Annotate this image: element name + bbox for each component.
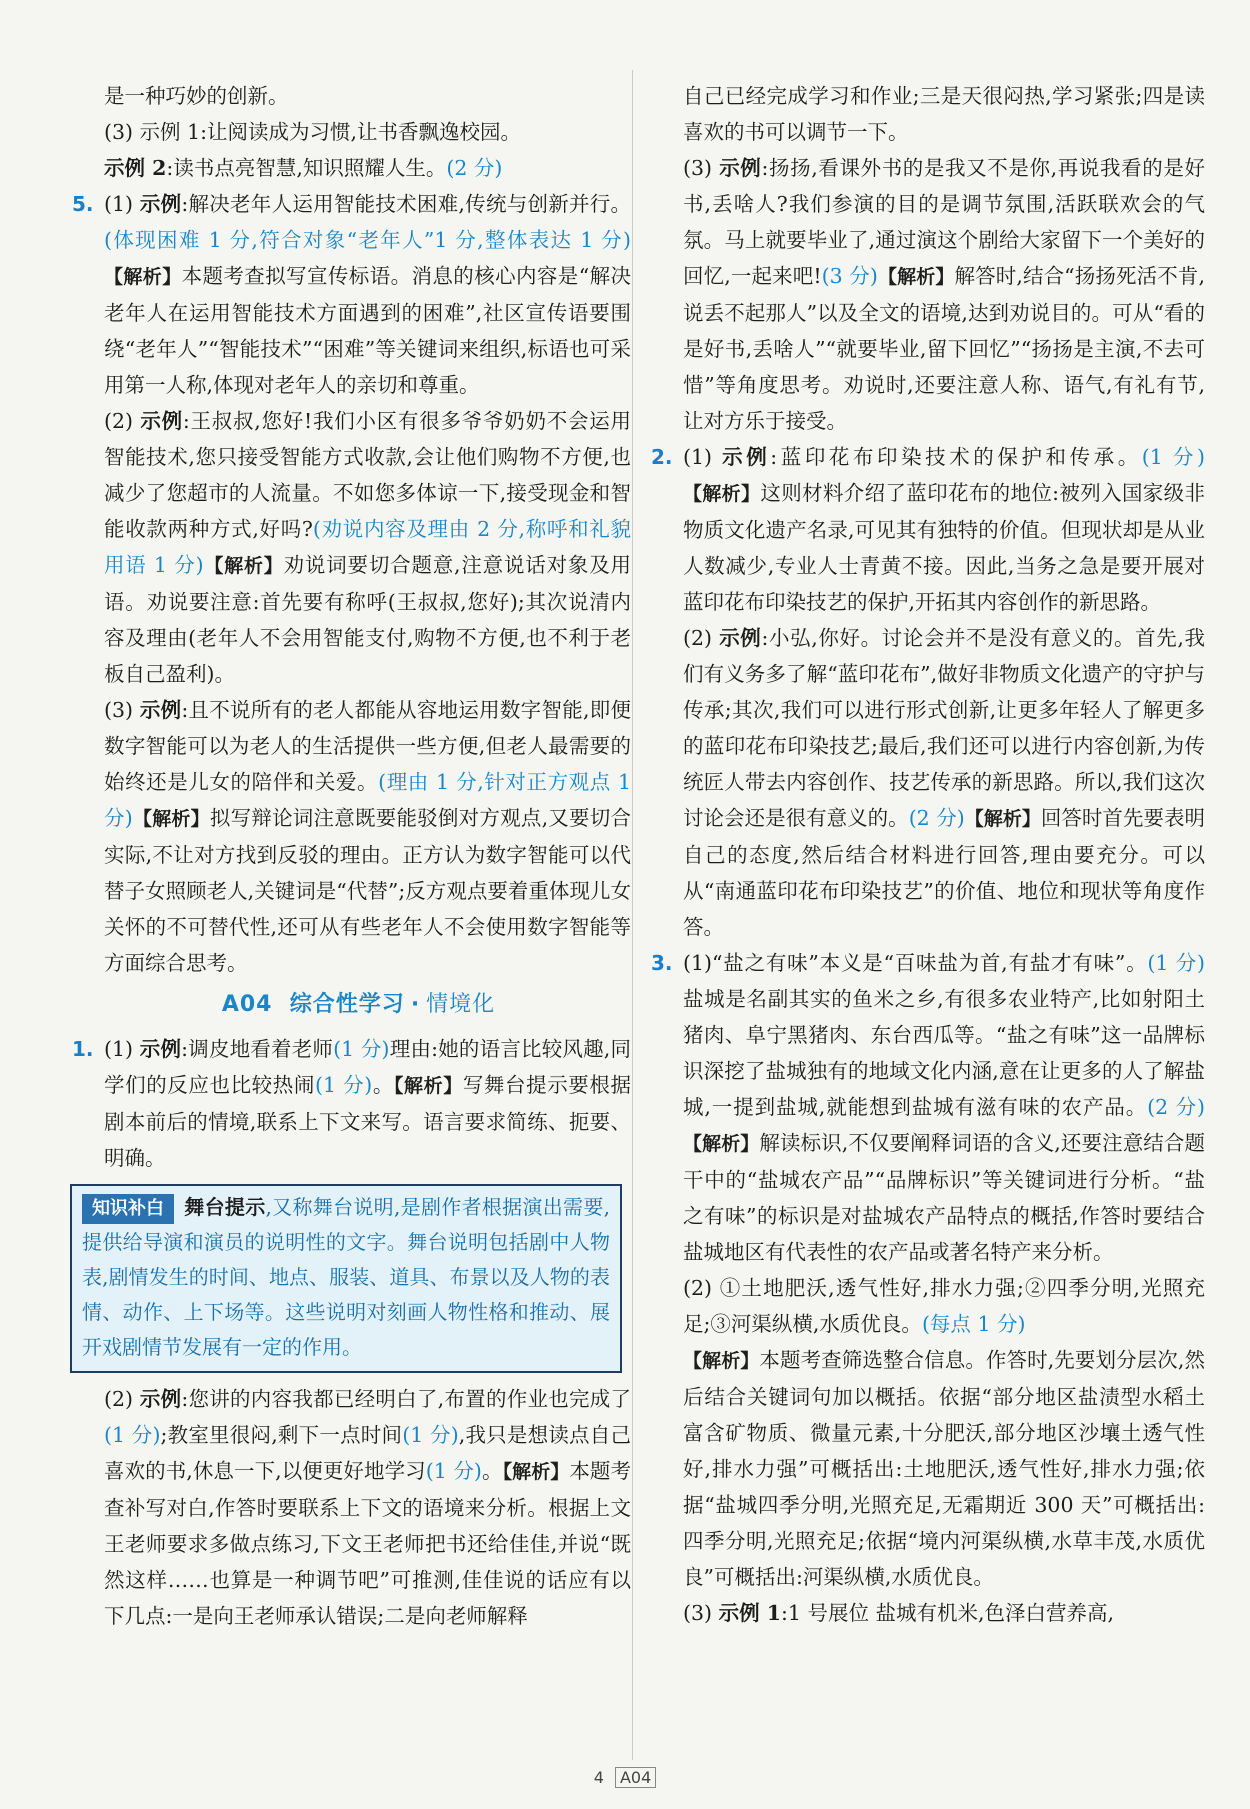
part-prefix: (3) xyxy=(104,698,134,722)
analysis-tag: 【解析】 xyxy=(104,266,182,288)
analysis-tag: 【解析】 xyxy=(393,1075,463,1097)
knowledge-box-text: ,又称舞台说明,是剧作者根据演出需要,提供给导演和演员的说明性的文字。舞台说明包括剧中人物表,剧情发生的时间、地点、服装、道具、布景以及人物的表情、动作、上下场等。这些说明对刻画人物性格和推动、展开戏剧情节发展有一定的作用。 xyxy=(82,1195,611,1359)
part-prefix: (1) xyxy=(104,192,134,216)
example-label: 示例 xyxy=(139,1037,182,1061)
intro-line: 是一种巧妙的创新。 xyxy=(104,84,289,108)
analysis-text: 劝说词要切合题意,注意说话对象及用语。劝说要注意:首先要有称呼(王叔叔,您好);其次说清内容及理由(老年人不会用智能支付,购物不方便,也不利于老板自己盈利)。 xyxy=(104,553,631,686)
analysis-tag: 【解析】 xyxy=(877,266,955,288)
score: (1 分) xyxy=(425,1459,482,1483)
column-divider xyxy=(632,70,633,1760)
question-3-part-2-analysis xyxy=(665,1342,1205,1595)
question-2-part-2 xyxy=(665,620,1205,945)
question-number: 1. xyxy=(72,1037,94,1061)
left-column xyxy=(72,78,632,1634)
part-prefix: (3) xyxy=(683,1601,713,1625)
answer-text: :蓝印花布印染技术的保护和传承。 xyxy=(770,445,1142,469)
answer-text: 。 xyxy=(372,1073,394,1097)
score: (2 分) xyxy=(446,156,503,180)
page-code: A04 xyxy=(615,1767,656,1788)
answer-text: :且不说所有的老人都能从容地运用数字智能,即便数字智能可以为老人的生活提供一些方便,但老人最需要的始终还是儿女的陪伴和关爱。 xyxy=(104,698,632,794)
question-number: 3. xyxy=(651,951,673,975)
part-prefix: (3) xyxy=(683,156,713,180)
part-prefix: (1) xyxy=(683,951,713,975)
analysis-text: 解读标识,不仅要阐释词语的含义,还要注意结合题干中的“盐城农产品”“品牌标识”等关键词进行分析。“盐之有味”的标识是对盐城农产品特点的概括,作答时要结合盐城地区有代表性的农产品或著名特产来分析。 xyxy=(683,1131,1205,1264)
part-prefix: (2) xyxy=(683,626,713,650)
p3-example-2 xyxy=(86,150,631,186)
analysis-tag: 【解析】 xyxy=(203,555,284,577)
answer-text: :王叔叔,您好!我们小区有很多爷爷奶奶不会运用智能技术,您只接受智能方式收款,会让他们购物不方便,也减少了您超市的人流量。不如您多体谅一下,接受现金和智能收款两种方式,好吗? xyxy=(104,409,631,541)
page-footer xyxy=(0,1768,1250,1787)
question-1-part-3 xyxy=(665,150,1205,439)
score: (1 分) xyxy=(1141,445,1205,469)
answer-text: ①土地肥沃,透气性好,排水力强;②四季分明,光照充足;③河渠纵横,水质优良。 xyxy=(683,1276,1205,1336)
example-label: 示例 xyxy=(719,156,762,180)
example-label: 示例 xyxy=(140,409,183,433)
question-number: 5. xyxy=(72,192,94,216)
answer-text: 。 xyxy=(481,1459,503,1483)
answer-text: 理由:她的语言比较风趣,同学们的反应也比较热闹 xyxy=(104,1037,631,1097)
question-5-part-2 xyxy=(86,403,631,692)
section-code: A04 xyxy=(221,992,273,1017)
answer-text: :1 号展位 盐城有机米,色泽白营养高, xyxy=(780,1601,1114,1625)
score: (1 分) xyxy=(402,1423,459,1447)
score: (1 分) xyxy=(1147,951,1206,975)
analysis-text: 本题考查拟写宣传标语。消息的核心内容是“解决老年人在运用智能技术方面遇到的困难”,社区宣传语要围绕“老年人”“智能技术”“困难”等关键词来组织,标语也可采用第一人称,体现对老年人的亲切和尊重。 xyxy=(104,264,631,397)
part-prefix: (2) xyxy=(683,1276,713,1300)
answer-text: :扬扬,看课外书的是我又不是你,再说我看的是好书,丢啥人?我们参演的目的是调节氛围,活跃联欢会的气氛。马上就要毕业了,通过演这个剧给大家留下一个美好的回忆,一起来吧! xyxy=(683,156,1205,288)
question-3-part-1 xyxy=(651,945,1206,1270)
analysis-text: 这则材料介绍了蓝印花布的地位:被列入国家级非物质文化遗产名录,可见其有独特的价值。但现状却是从业人数减少,专业人士青黄不接。因此,当务之急是要开展对蓝印花布印染技艺的保护,开拓其内容创作的新思路。 xyxy=(683,481,1205,614)
example-label: 示例 xyxy=(139,192,182,216)
analysis-tag: 【解析】 xyxy=(683,1350,760,1372)
knowledge-box-label: 知识补白 xyxy=(82,1194,174,1224)
score: (体现困难 1 分,符合对象“老年人”1 分,整体表达 1 分) xyxy=(104,228,631,252)
section-subtitle: 情境化 xyxy=(426,992,496,1017)
answer-text: “盐之有味”本义是“百味盐为首,有盐才有味”。 xyxy=(712,951,1148,975)
example-text: :读书点亮智慧,知识照耀人生。 xyxy=(166,156,447,180)
example-label: 示例 2 xyxy=(104,156,167,180)
answer-text: :调皮地看着老师 xyxy=(181,1037,334,1061)
answer-text: :解决老年人运用智能技术困难,传统与创新并行。 xyxy=(181,192,632,216)
answer-text: 盐城是名副其实的鱼米之乡,有很多农业特产,比如射阳土猪肉、阜宁黑猪肉、东台西瓜等。“盐之有味”这一品牌标识深挖了盐城独有的地域文化内涵,意在让更多的人了解盐城,一提到盐城,就能想到盐城有滋有味的农产品。 xyxy=(683,987,1205,1119)
analysis-tag: 【解析】 xyxy=(683,1133,760,1155)
score: (2 分) xyxy=(908,806,965,830)
question-number: 2. xyxy=(651,445,673,469)
part-prefix: (1) xyxy=(104,1037,134,1061)
example-label: 示例 xyxy=(719,626,762,650)
score: (2 分) xyxy=(1147,1095,1205,1119)
question-5-part-3 xyxy=(86,692,631,981)
analysis-tag: 【解析】 xyxy=(502,1461,570,1483)
score: (1 分) xyxy=(314,1073,373,1097)
answer-text: :您讲的内容我都已经明白了,布置的作业也完成了 xyxy=(181,1387,632,1411)
knowledge-box xyxy=(70,1184,622,1373)
section-title xyxy=(86,987,631,1023)
analysis-tag: 【解析】 xyxy=(964,808,1041,830)
analysis-text: 解答时,结合“扬扬死活不肯,说丢不起那人”以及全文的语境,达到劝说目的。可从“看的是好书,丢啥人”“就要毕业,留下回忆”“扬扬是主演,不去可惜”等角度思考。劝说时,还要注意人称、语气,有礼有节,让对方乐于接受。 xyxy=(683,264,1205,433)
analysis-text: 拟写辩论词注意既要能驳倒对方观点,又要切合实际,不让对方找到反驳的理由。正方认为数字智能可以代替子女照顾老人,关键词是“代替”;反方观点要着重体现儿女关怀的不可替代性,还可从有些老年人不会使用数字智能等方面综合思考。 xyxy=(104,806,631,975)
example-label: 示例 1 xyxy=(718,1601,781,1625)
analysis-tag: 【解析】 xyxy=(683,483,761,505)
score: (每点 1 分) xyxy=(921,1312,1026,1336)
analysis-text: 本题考查补写对白,作答时要联系上下文的语境来分析。根据上文王老师要求多做点练习,下文王老师把书还给佳佳,并说“既然这样……也算是一种调节吧”可推测,佳佳说的话应有以下几点:一是向王老师承认错误;二是向老师解释 xyxy=(104,1459,631,1628)
section-name: 综合性学习 xyxy=(289,992,405,1017)
analysis-text: 本题考查筛选整合信息。作答时,先要划分层次,然后结合关键词句加以概括。依据“部分地区盐渍型水稻土富含矿物质、微量元素,十分肥沃,部分地区沙壤土透气性好,排水力强”可概括出:土地肥沃,透气性好,排水力强;依据“盐城四季分明,光照充足,无霜期近 300 天”可概括出:四季分明,光照充足;依据“境内河渠纵横,水草丰茂,水质优良”可概括出:河渠纵横,水质优良。 xyxy=(683,1348,1205,1589)
score: (理由 1 分,针对正方观点 1 分) xyxy=(104,770,632,830)
score: (1 分) xyxy=(104,1423,161,1447)
part-prefix: (2) xyxy=(104,1387,134,1411)
analysis-text: 回答时首先要表明自己的态度,然后结合材料进行回答,理由要充分。可以从“南通蓝印花布印染技艺”的价值、地位和现状等角度作答。 xyxy=(683,806,1205,939)
analysis-tag: 【解析】 xyxy=(132,808,210,830)
section-dot: · xyxy=(410,992,421,1017)
score: (1 分) xyxy=(333,1037,390,1061)
question-3-part-3 xyxy=(665,1595,1205,1631)
question-1-part-2 xyxy=(86,1381,631,1634)
question-5-part-1 xyxy=(72,186,632,403)
question-3-part-2 xyxy=(665,1270,1205,1342)
knowledge-box-term: 舞台提示 xyxy=(184,1195,266,1219)
answer-text: ;教室里很闷,剩下一点时间 xyxy=(160,1423,403,1447)
answer-text: :小弘,你好。讨论会并不是没有意义的。首先,我们有义务多了解“蓝印花布”,做好非物质文化遗产的守护与传承;其次,我们可以进行形式创新,让更多年轻人了解更多的蓝印花布印染技艺;最后,我们还可以进行内容创新,为传统匠人带去内容创作、技艺传承的新思路。所以,我们这次讨论会还是很有意义的。 xyxy=(683,626,1205,830)
part-prefix: (1) xyxy=(683,445,713,469)
question-2-part-1 xyxy=(651,439,1205,620)
analysis-text: 写舞台提示要根据剧本前后的情境,联系上下文来写。语言要求简练、扼要、明确。 xyxy=(104,1073,631,1170)
example-label: 示例 xyxy=(722,445,771,469)
example-label: 示例 xyxy=(139,1387,182,1411)
question-1-part-1 xyxy=(72,1031,631,1176)
answer-text: ,我只是想读点自己喜欢的书,休息一下,以便更好地学习 xyxy=(104,1423,631,1483)
page-number: 4 xyxy=(593,1768,604,1787)
continued-line: 自己已经完成学习和作业;三是天很闷热,学习紧张;四是读喜欢的书可以调节一下。 xyxy=(683,84,1205,144)
p3-example-1: (3) 示例 1:让阅读成为习惯,让书香飘逸校园。 xyxy=(104,120,522,144)
part-prefix: (2) xyxy=(104,409,134,433)
score: (劝说内容及理由 2 分,称呼和礼貌用语 1 分) xyxy=(104,517,631,577)
example-label: 示例 xyxy=(139,698,182,722)
right-column xyxy=(651,78,1206,1631)
score: (3 分) xyxy=(821,264,878,288)
